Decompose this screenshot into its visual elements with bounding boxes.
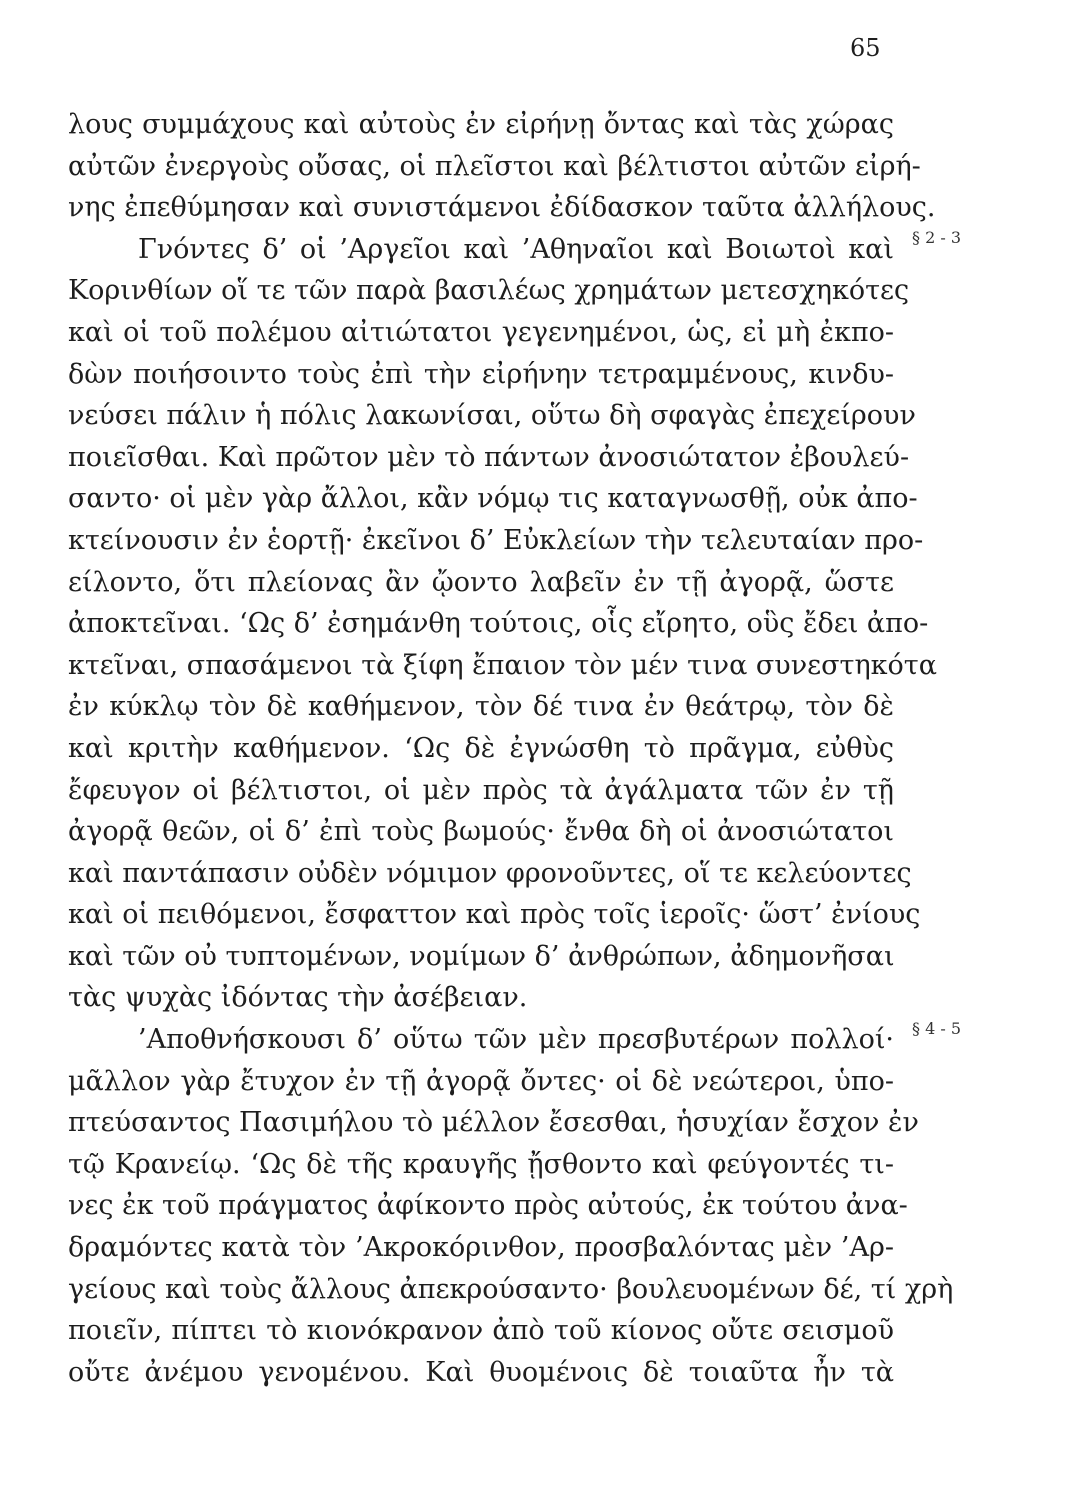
text-line: πτεύσαντος Πασιμήλου τὸ μέλλον ἔσεσθαι, ἡσυχίαν ἔσχον ἐν bbox=[68, 1107, 919, 1139]
text-line: καὶ οἱ πειθόμενοι, ἔσφαττον καὶ πρὸς τοῖς ἱεροῖς· ὥστ’ ἐνίους bbox=[68, 899, 921, 931]
text-line: ἔφευγον οἱ βέλτιστοι, οἱ μὲν πρὸς τὰ ἀγάλματα τῶν ἐν τῇ bbox=[68, 774, 894, 806]
text-line: δὼν ποιήσοιντο τοὺς ἐπὶ τὴν εἰρήνην τετραμμένους, κινδυ- bbox=[68, 358, 894, 390]
text-line: δραμόντες κατὰ τὸν ’Ακροκόρινθον, προσβαλόντας μὲν ’Αρ- bbox=[68, 1232, 894, 1264]
text-line: γείους καὶ τοὺς ἄλλους ἀπεκρούσαντο· βουλευομένων δέ, τί χρὴ bbox=[68, 1273, 954, 1305]
text-line: τῷ Κρανείῳ. ‘Ως δὲ τῆς κραυγῆς ᾔσθοντο καὶ φεύγοντές τι- bbox=[68, 1148, 894, 1180]
text-line: καὶ οἱ τοῦ πολέμου αἰτιώτατοι γεγενημένοι, ὡς, εἰ μὴ ἐκπο- bbox=[68, 316, 894, 348]
text-line: καὶ τῶν οὐ τυπτομένων, νομίμων δ’ ἀνθρώπων, ἀδημονῆσαι bbox=[68, 940, 895, 972]
text-line: νεύσει πάλιν ἡ πόλις λακωνίσαι, οὕτω δὴ σφαγὰς ἐπεχείρουν bbox=[68, 400, 916, 432]
text-line: αὐτῶν ἐνεργοὺς οὔσας, οἱ πλεῖστοι καὶ βέλτιστοι αὐτῶν εἰρή- bbox=[68, 150, 921, 182]
text-line: νες ἐκ τοῦ πράγματος ἀφίκοντο πρὸς αὐτούς, ἐκ τούτου ἀνα- bbox=[68, 1190, 908, 1222]
text-line: νης ἐπεθύμησαν καὶ συνιστάμενοι ἐδίδασκον ταῦτα ἀλλήλους. bbox=[68, 192, 936, 224]
text-line: Γνόντες δ’ οἱ ’Αργεῖοι καὶ ’Αθηναῖοι καὶ Βοιωτοὶ καὶ bbox=[138, 233, 894, 265]
text-line: λους συμμάχους καὶ αὐτοὺς ἐν εἰρήνῃ ὄντας καὶ τὰς χώρας bbox=[68, 109, 894, 140]
text-line: κτείνουσιν ἐν ἑορτῇ· ἐκεῖνοι δ’ Εὐκλείων τὴν τελευταίαν προ- bbox=[68, 524, 924, 556]
text-line: τὰς ψυχὰς ἰδόντας τὴν ἀσέβειαν. bbox=[68, 982, 528, 1014]
text-line: είλοντο, ὅτι πλείονας ἂν ᾤοντο λαβεῖν ἐν τῇ ἀγορᾷ, ὥστε bbox=[68, 566, 894, 598]
margin-note-section-4-5: § 4 - 5 bbox=[912, 1019, 962, 1038]
text-line: οὔτε ἀνέμου γενομένου. Καὶ θυομένοις δὲ τοιαῦτα ἦν τὰ bbox=[68, 1356, 894, 1388]
page-number: 65 bbox=[850, 34, 881, 62]
text-line: καὶ παντάπασιν οὐδὲν νόμιμον φρονοῦντες, οἵ τε κελεύοντες bbox=[68, 857, 912, 889]
text-line: ἀποκτεῖναι. ‘Ως δ’ ἐσημάνθη τούτοις, οἷς εἴρητο, οὓς ἔδει ἀπο- bbox=[68, 608, 929, 640]
margin-note-section-2-3: § 2 - 3 bbox=[912, 228, 962, 247]
text-line: καὶ κριτὴν καθήμενον. ‘Ως δὲ ἐγνώσθη τὸ πρᾶγμα, εὐθὺς bbox=[68, 732, 894, 764]
text-line: κτεῖναι, σπασάμενοι τὰ ξίφη ἔπαιον τὸν μέν τινα συνεστηκότα bbox=[68, 649, 937, 681]
text-line: μᾶλλον γὰρ ἔτυχον ἐν τῇ ἀγορᾷ ὄντες· οἱ δὲ νεώτεροι, ὑπο- bbox=[68, 1065, 894, 1097]
text-line: ἀγορᾷ θεῶν, οἱ δ’ ἐπὶ τοὺς βωμούς· ἔνθα δὴ οἱ ἀνοσιώτατοι bbox=[68, 816, 894, 848]
text-line: σαντο· οἱ μὲν γὰρ ἄλλοι, κἂν νόμῳ τις καταγνωσθῇ, οὐκ ἀπο- bbox=[68, 483, 918, 515]
text-line: ’Αποθνήσκουσι δ’ οὕτω τῶν μὲν πρεσβυτέρων πολλοί· bbox=[138, 1024, 894, 1056]
text-line: ποιεῖν, πίπτει τὸ κιονόκρανον ἀπὸ τοῦ κίονος οὔτε σεισμοῦ bbox=[68, 1315, 894, 1347]
text-line: ἐν κύκλῳ τὸν δὲ καθήμενον, τὸν δέ τινα ἐν θεάτρῳ, τὸν δὲ bbox=[68, 691, 894, 723]
text-line: Κορινθίων οἵ τε τῶν παρὰ βασιλέως χρημάτων μετεσχηκότες bbox=[68, 275, 910, 307]
text-line: ποιεῖσθαι. Καὶ πρῶτον μὲν τὸ πάντων ἀνοσιώτατον ἐβουλεύ- bbox=[68, 441, 910, 473]
